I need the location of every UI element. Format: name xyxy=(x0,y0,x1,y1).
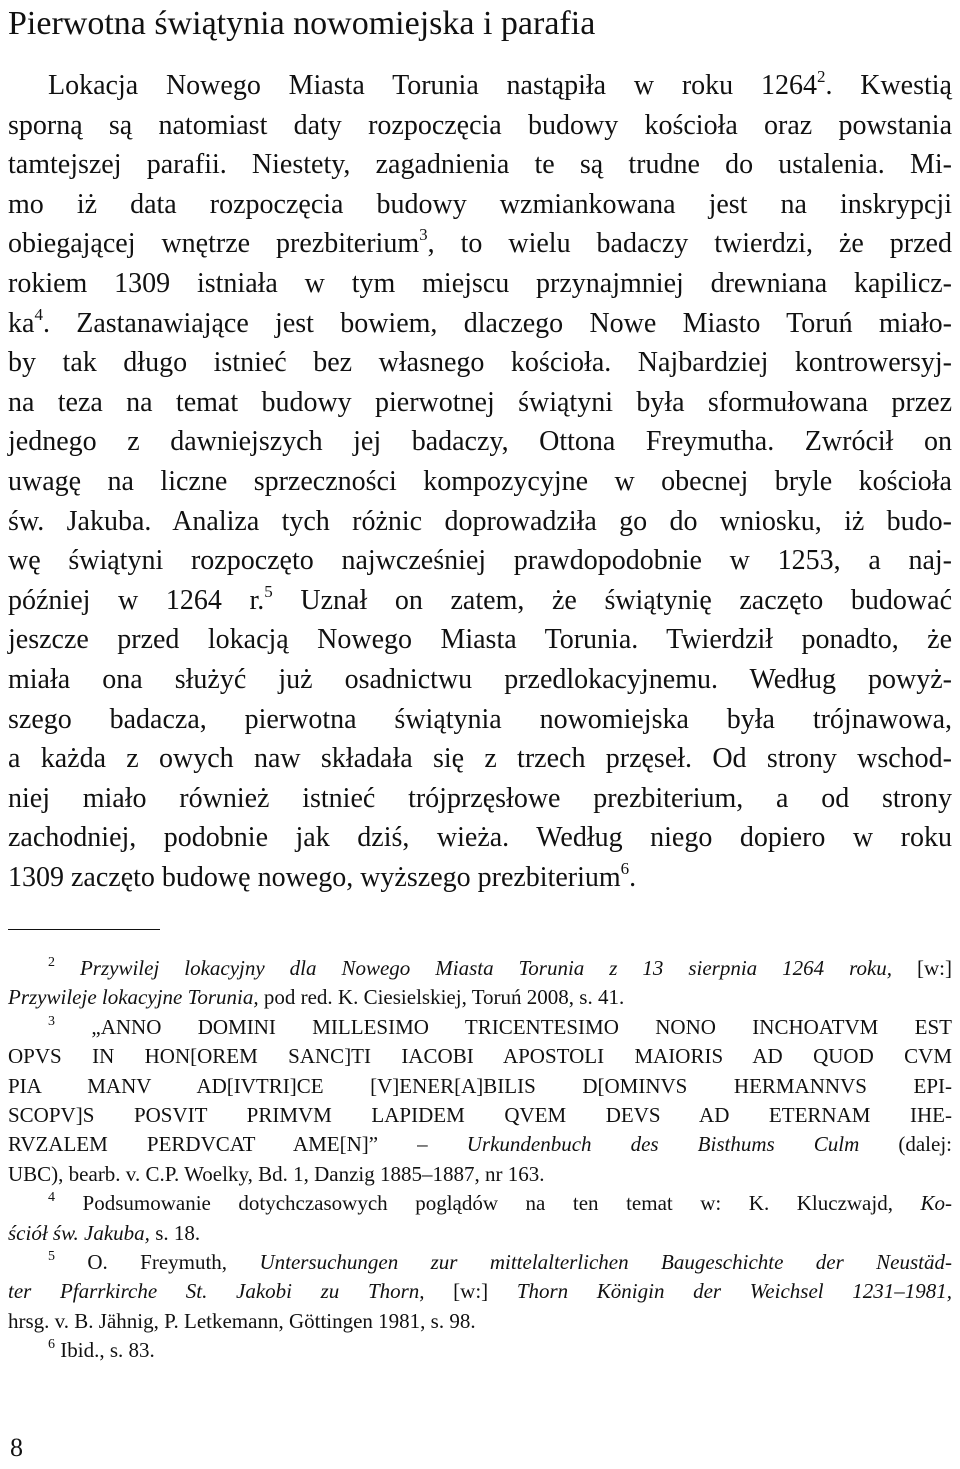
footnote-3-cont: RVZALEM PERDVCAT AME[N]” – Urkundenbuch des Bisthums Culm (dalej: xyxy=(8,1132,952,1157)
text-line: a każda z owych naw składała się z trzech przęseł. Od strony wschod- xyxy=(8,743,952,775)
text-line: św. Jakuba. Analiza tych różnic doprowadziła go do wniosku, iż budo- xyxy=(8,505,952,537)
text-line: by tak długo istnieć bez własnego kościoła. Najbardziej kontrowersyj- xyxy=(8,347,952,379)
footnote-3-cont: SCOPV]S POSVIT PRIMVM LAPIDEM QVEM DEVS AD ETERNAM IHE- xyxy=(8,1102,952,1127)
text-line: $ka^4$. Zastanawiające jest bowiem, dlaczego Nowe Miasto Toruń miało- xyxy=(8,304,952,339)
footnote-5-cont: hrsg. v. B. Jähnig, P. Letkemann, Göttingen 1981, s. 98. xyxy=(8,1308,476,1333)
page-number: 8 xyxy=(10,1433,23,1462)
footnote-3-cont: UBC), bearb. v. C.P. Woelky, Bd. 1, Danzig 1885–1887, nr 163. xyxy=(8,1161,545,1186)
footnotes xyxy=(8,954,952,1365)
text-line: rokiem 1309 istniała w tym miejscu przynajmniej drewniana kapilicz- xyxy=(8,267,952,299)
footnote-separator xyxy=(8,929,160,930)
footnote-2-cont: Przywileje lokacyjne Torunia, pod red. K. Ciesielskiej, Toruń 2008, s. 41. xyxy=(8,985,625,1010)
footnote-ref[interactable]: 6 xyxy=(620,858,630,878)
text-line: 1309 zaczęto budowę nowego, wyższego prezbiterium$^6$. xyxy=(8,858,637,893)
text-line: wę świątyni rozpoczęto najwcześniej prawdopodobnie w 1253, a naj- xyxy=(8,545,952,577)
footnote-4-cont: ściół św. Jakuba, s. 18. xyxy=(8,1220,201,1245)
text-line: sporną są natomiast daty rozpoczęcia budowy kościoła oraz powstania xyxy=(8,109,952,141)
text-line: na teza na temat budowy pierwotnej świątyni była sformułowana przez xyxy=(8,386,952,418)
text-line: miała ona służyć już osadnictwu przedlokacyjnemu. Według powyż- xyxy=(8,663,952,695)
footnote-3-cont: PIA MANV AD[IVTRI]CE [V]ENER[A]BILIS D[OMINVS HERMANNVS EPI- xyxy=(8,1073,952,1098)
text-line: Lokacja Nowego Miasta Torunia nastąpiła w roku 1264$^2$. Kwestią xyxy=(48,67,952,101)
footnote-ref[interactable]: 4 xyxy=(34,304,43,324)
footnote-ref[interactable]: 2 xyxy=(816,67,826,86)
footnote-ref[interactable]: 5 xyxy=(264,581,273,601)
footnote-3: $^3$ „ANNO DOMINI MILLESIMO TRICENTESIMO NONO INCHOATVM EST xyxy=(48,1013,952,1039)
footnote-4: $^4$ Podsumowanie dotychczasowych poglądów na ten temat w: K. Kluczwajd, Ko- xyxy=(48,1190,952,1216)
text-line: mo iż data rozpoczęcia budowy wzmiankowana jest na inskrypcji xyxy=(8,188,952,220)
text-line: uwagę na liczne sprzeczności kompozycyjne w obecnej bryle kościoła xyxy=(8,465,952,497)
text-line: później w 1264 r.$^5$ Uznał on zatem, że świątynię zaczęto budować xyxy=(8,581,952,616)
text-line: jednego z dawniejszych jej badaczy, Ottona Freymutha. Zwrócił on xyxy=(8,426,952,458)
text-line: tamtejszej parafii. Niestety, zagadnienia te są trudne do ustalenia. Mi- xyxy=(8,149,952,181)
footnote-5-cont: ter Pfarrkirche St. Jakobi zu Thorn, [w:] Thorn Königin der Weichsel 1231–1981, xyxy=(8,1279,952,1304)
footnote-3-cont: OPVS IN HON[OREM SANC]TI IACOBI APOSTOLI MAIORIS AD QUOD CVM xyxy=(8,1044,952,1069)
footnote-ref[interactable]: 3 xyxy=(419,225,428,245)
text-line: szego badacza, pierwotna świątynia nowomiejska była trójnawowa, xyxy=(8,703,952,735)
section-title: Pierwotna świątynia nowomiejska i parafia xyxy=(8,5,596,42)
main-text xyxy=(8,66,952,897)
text-line: obiegającej wnętrze prezbiterium$^3$, to wielu badaczy twierdzi, że przed xyxy=(8,225,952,260)
footnote-2: $^2$ Przywilej lokacyjny dla Nowego Miasta Torunia z 13 sierpnia 1264 roku, [w:] xyxy=(48,955,953,980)
text-line: zachodniej, podobnie jak dziś, wieża. Według niego dopiero w roku xyxy=(8,822,952,854)
footnote-6: $^6$ Ibid., s. 83. xyxy=(48,1337,155,1363)
text-line: niej miało również istnieć trójprzęsłowe prezbiterium, a od strony xyxy=(8,782,952,814)
text-line: jeszcze przed lokacją Nowego Miasta Torunia. Twierdził ponadto, że xyxy=(8,624,952,656)
footnote-5: $^5$ O. Freymuth, Untersuchungen zur mittelalterlichen Baugeschichte der Neustäd- xyxy=(48,1248,952,1274)
